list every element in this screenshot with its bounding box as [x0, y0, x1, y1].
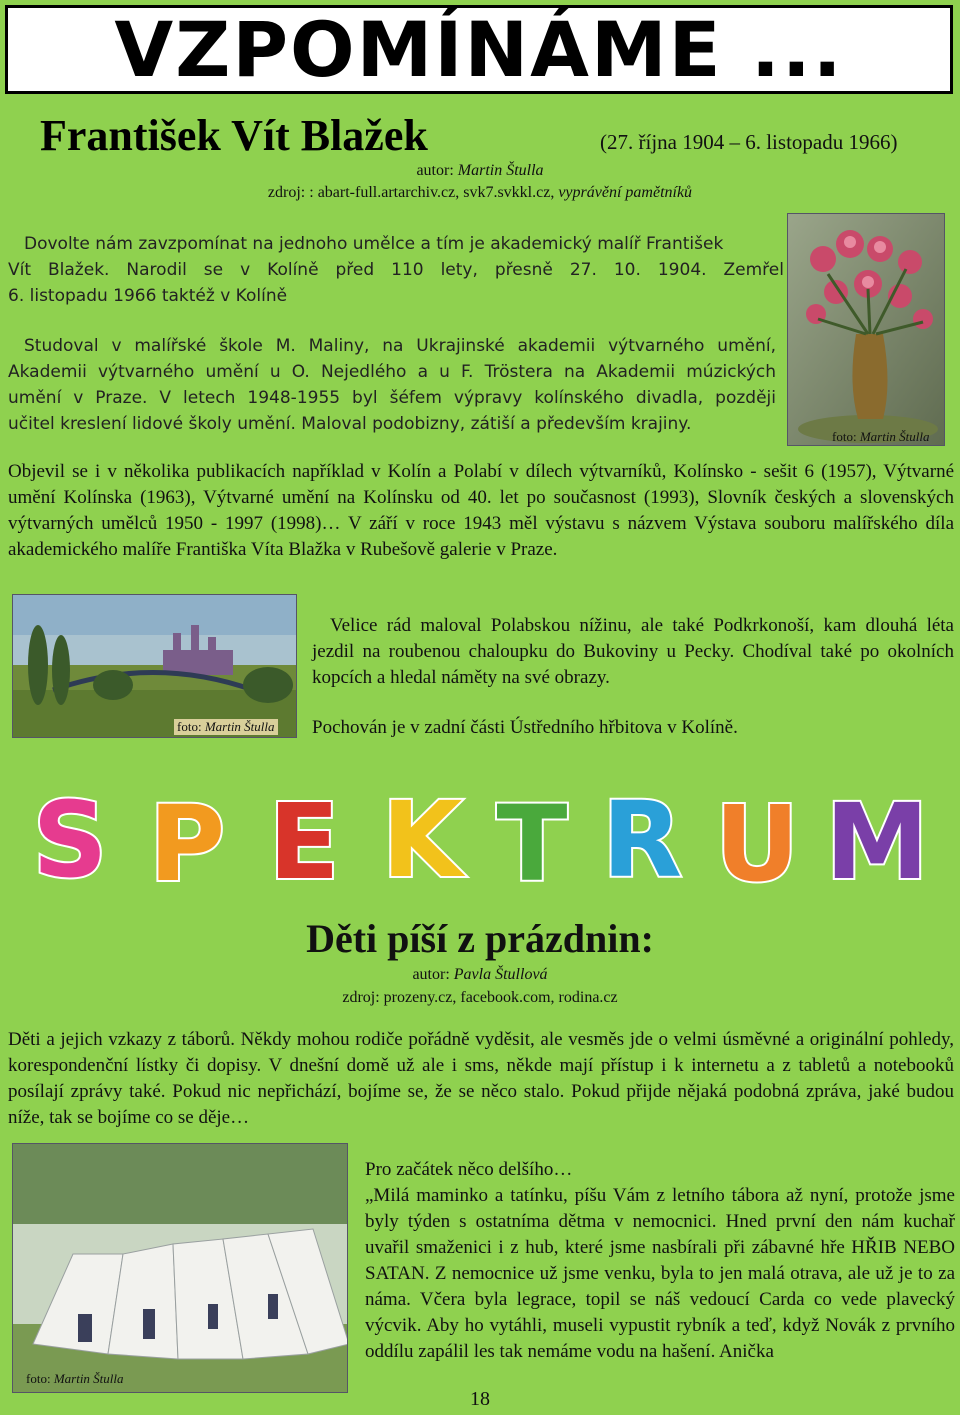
para2-line1: Studoval v malířské škole M. Maliny, na Ukrajinské akademii výtvarného umění,	[24, 336, 776, 356]
caption-name: Martin Štulla	[859, 429, 930, 444]
spektrum-letter-s: S	[32, 780, 108, 890]
spektrum-letter-e: E	[268, 781, 340, 890]
landscape-painting-photo	[12, 594, 297, 738]
caption-name: Martin Štulla	[53, 1371, 124, 1386]
article-source	[0, 184, 960, 202]
author-label: autor:	[416, 162, 458, 179]
source-tail: vyprávění pamětníků	[558, 184, 693, 201]
camp-photo-caption	[26, 1371, 124, 1387]
spektrum-letter-u: U	[714, 783, 800, 890]
article2-source: zdroj: prozeny.cz, facebook.com, rodina.cz	[342, 989, 618, 1006]
para2-line2: Akademii výtvarného umění u O. Nejedlého a u F. Tröstera na Akademii múzických	[8, 362, 776, 382]
source-label: zdroj: : abart-full.artarchiv.cz, svk7.svkkl.cz,	[267, 184, 559, 201]
article-title: František Vít Blažek	[40, 111, 428, 160]
article2-intro: Pro začátek něco delšího…	[365, 1159, 573, 1180]
flower-photo-caption	[832, 429, 930, 445]
article-author	[0, 162, 960, 180]
para5: Pochován je v zadní části Ústředního hřbitova v Kolíně.	[312, 717, 738, 738]
para1-line1: Dovolte nám zavzpomínat na jednoho umělce a tím je akademický malíř František	[24, 234, 724, 254]
spektrum-letter-p: P	[148, 783, 226, 890]
landscape-photo-caption	[174, 719, 278, 735]
spektrum-letter-m: M	[825, 781, 929, 890]
para1-line2: Vít Blažek. Narodil se v Kolíně před 110 lety, přesně 27. 10. 1904. Zemřel	[8, 260, 784, 280]
author-label: autor:	[412, 966, 454, 983]
para2-line3: umění v Praze. V letech 1948-1955 byl šéfem výpravy kolínského divadla, později	[8, 388, 776, 408]
spektrum-logo	[12, 780, 942, 890]
article2-para1: Děti a jejich vzkazy z táborů. Někdy mohou rodiče pořádně vyděsit, ale vesměs jde o velmi úsměvné a originální pohledy, korespondenční lístky či dopisy. V dnešní domě už ale i sms, někde mají přístup i k internetu a z tabletů a notebooků posílají zprávy také. Pokud nic nepřichází, bojíme se, že se něco stalo. Pokud přijde nějaká podobná zpráva, jaké budou níže, tak se bojíme co se děje…	[8, 1029, 954, 1128]
author-name: Martin Štulla	[457, 162, 544, 179]
author-name: Pavla Štullová	[453, 966, 548, 983]
para4: Velice rád maloval Polabskou nížinu, ale také Podkrkonoší, kam dlouhá léta jezdil na roubenou chaloupku do Bukoviny u Pecky. Chodíval také po okolních kopcích a hledal náměty na své obrazy.	[312, 615, 954, 688]
caption-label: foto:	[177, 719, 205, 734]
spektrum-letter-r: R	[601, 780, 683, 890]
article2-title: Děti píší z prázdnin:	[306, 916, 654, 961]
para2-line4: učitel kreslení lidové školy umění. Maloval podobizny, zátiší a především krajiny.	[8, 414, 692, 434]
caption-label: foto:	[832, 429, 860, 444]
spektrum-letter-k: K	[381, 780, 463, 890]
article2-author	[0, 966, 960, 984]
caption-name: Martin Štulla	[204, 719, 275, 734]
article-dates: (27. října 1904 – 6. listopadu 1966)	[600, 130, 898, 154]
flower-painting-photo	[787, 213, 945, 446]
camp-tents-photo	[12, 1143, 348, 1393]
spektrum-letter-t: T	[496, 783, 568, 890]
para3: Objevil se i v několika publikacích například v Kolín a Polabí v dílech výtvarníků, Kolínsko - sešit 6 (1957), Výtvarné umění Kolínska (1963), Výtvarné umění na Kolínsku od 40. let po současnost (1993), Slovník českých a slovenských výtvarných umělců 1950 - 1997 (1998)… V září v roce 1943 měl výstavu s názvem Výstava souboru malířského díla akademického malíře Františka Víta Blažka v Rubešově galerie v Praze.	[8, 461, 954, 560]
article2-letter: „Milá maminko a tatínku, píšu Vám z letního tábora až nyní, protože jsme byly týden s ostatníma dětma v nemocnici. Hned první den nám kuchař uvařil smaženici i z hub, které jsme nasbírali při zábavné hře HŘIB NEBO SATAN. Z nemocnice už jsme venku, byla to jen malá otrava, ale už je to za náma. Včera byla legrace, topil se náš vedoucí Carda co vede plavecký výcvik. Aby ho vytáhli, museli vypustit rybník a teď, když Novák z prvního oddílu zapálil les tak nemáme vodu na hašení. Anička	[365, 1185, 955, 1362]
page-number: 18	[470, 1388, 490, 1410]
para1-line3: 6. listopadu 1966 taktéž v Kolíně	[8, 286, 288, 306]
caption-label: foto:	[26, 1371, 54, 1386]
section-banner: VZPOMÍNÁME ...	[5, 5, 953, 94]
